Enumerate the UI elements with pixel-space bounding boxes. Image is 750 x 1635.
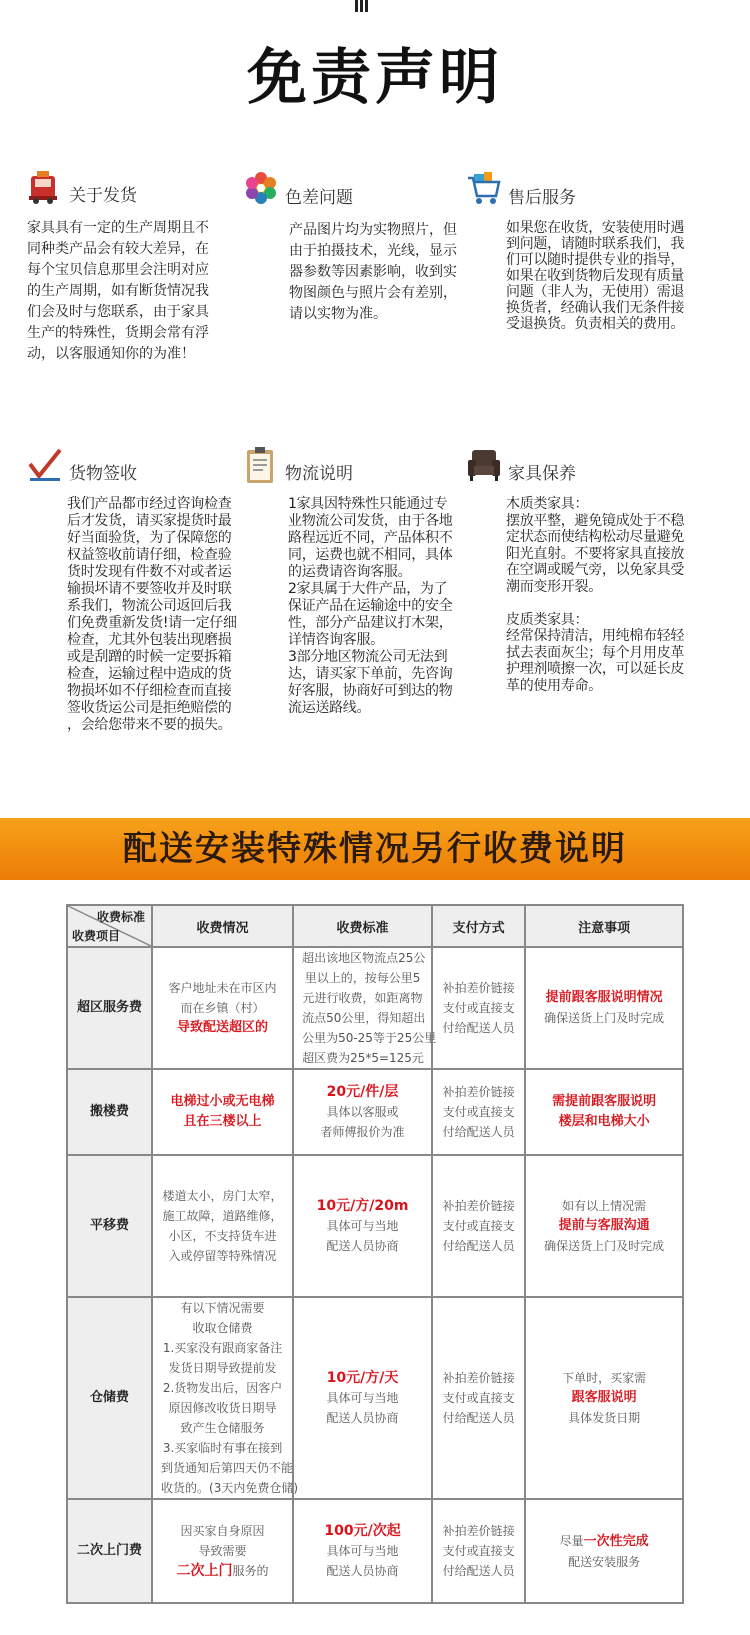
table-cell-payment xyxy=(432,1297,525,1499)
block-text: 产品图片均为实物照片，但 由于拍摄技术，光线，显示 器参数等因素影响，收到实 物图颜色与照片会有差别， 请以实物为准。 xyxy=(289,222,457,322)
block-title: 家具保养 xyxy=(508,464,576,484)
cell-line: 补拍差价链接 xyxy=(442,1199,515,1213)
cell-line: 发货日期导致提前发 xyxy=(168,1361,277,1375)
block-text: 我们产品都市经过咨询检查 后才发货，请买家提货时最 好当面验货，为了保障您的 权益签收前请仔细，检查验 货时发现有件数不对或者运 输损坏请不要签收并及时联 系我们，物流公司返回后我 们免费重新发货!请一定仔细 检查，尤其外包装出现磨损 或是刮蹭的时候一定要拆箱 检查，运输过程中造成的货 物损坏如不仔细检查而直接 签收货运公司是拒绝赔偿的 ，会给您带来不要的损失。 xyxy=(67,496,237,733)
cell-line: 确保送货上门及时完成 xyxy=(544,1011,665,1025)
block-title: 关于发货 xyxy=(69,186,137,206)
table-cell-standard xyxy=(293,947,437,1069)
block-text: 家具具有一定的生产周期且不 同种类产品会有较大差异，在 每个宝贝信息那里会注明对应 的生产周期，如有断货情况我 们会及时与您联系，由于家具 生产的特殊性，货期会常有浮 动，以客服通知你的为准！ xyxy=(27,220,209,362)
cell-line: 施工故障，道路维修， xyxy=(162,1209,283,1223)
table-cell-notes xyxy=(525,1155,683,1297)
cell-line: 20元/件/层 xyxy=(326,1084,399,1100)
table-cell-standard xyxy=(293,1297,432,1499)
cell-line: 付给配送人员 xyxy=(442,1564,515,1578)
block-title: 货物签收 xyxy=(69,464,137,484)
shopping-cart-icon xyxy=(466,170,502,210)
cell-line: 者师傅报价为准 xyxy=(320,1125,405,1139)
cell-line: 3.买家临时有事在接到 xyxy=(162,1441,283,1455)
cell-line: 致产生仓储服务 xyxy=(180,1421,265,1435)
table-cell-payment xyxy=(432,1499,525,1603)
top-decoration xyxy=(355,0,369,12)
table-cell-payment xyxy=(432,1069,525,1155)
block-receipt xyxy=(27,446,252,734)
cell-line: 支付或直接支 xyxy=(442,1544,515,1558)
table-cell-standard xyxy=(293,1499,432,1603)
cell-line: 收取仓储费 xyxy=(192,1321,253,1335)
cell-line: 补拍差价链接 xyxy=(442,1371,515,1385)
table-row xyxy=(67,1297,683,1499)
block-aftersale xyxy=(466,170,691,332)
cell-line: 且在三楼以上 xyxy=(183,1114,262,1129)
cell-line: 里以上的，按每公里5 xyxy=(304,971,421,985)
cell-line: 配送人员协商 xyxy=(326,1239,399,1253)
cell-line: 支付或直接支 xyxy=(442,1391,515,1405)
cell-line: 具体可与当地 xyxy=(326,1219,399,1233)
cell-line: 客户地址未在市区内 xyxy=(168,981,277,995)
page-title: 免责声明 xyxy=(247,43,503,113)
cell-line: 付给配送人员 xyxy=(442,1125,515,1139)
checkmark-sign-icon xyxy=(27,446,63,486)
cell-line: 支付或直接支 xyxy=(442,1001,515,1015)
cell-line: 尽量一次性完成 xyxy=(559,1533,649,1549)
row-label: 二次上门费 xyxy=(67,1499,152,1603)
cell-line: 而在乡镇（村） xyxy=(180,1001,265,1015)
cell-line: 配送安装服务 xyxy=(568,1554,641,1569)
table-cell-situation xyxy=(152,1155,293,1297)
cell-line: 1.买家没有跟商家备注 xyxy=(162,1341,283,1355)
cell-line: 原因修改收货日期导 xyxy=(168,1401,277,1415)
table-cell-standard xyxy=(293,1069,432,1155)
cell-line: 付给配送人员 xyxy=(442,1239,515,1253)
cell-line: 具体以客服或 xyxy=(326,1105,399,1119)
block-title: 售后服务 xyxy=(508,188,576,208)
block-title: 物流说明 xyxy=(285,464,353,484)
cell-line: 提前与客服沟通 xyxy=(558,1218,650,1233)
block-title: 色差问题 xyxy=(285,188,353,208)
cell-line: 确保送货上门及时完成 xyxy=(544,1239,665,1253)
cell-line: 配送人员协商 xyxy=(326,1564,399,1578)
table-cell-situation xyxy=(152,1069,293,1155)
armchair-icon xyxy=(466,446,502,486)
cell-line: 付给配送人员 xyxy=(442,1411,515,1425)
cell-line: 导致需要 xyxy=(198,1544,247,1558)
table-cell-situation xyxy=(152,947,293,1069)
cell-line: 提前跟客服说明情况 xyxy=(545,990,663,1005)
cell-line: 支付或直接支 xyxy=(442,1105,515,1119)
cell-line: 收货的。(3天内免费仓储) xyxy=(161,1481,299,1495)
cell-line: 10元/方/20m xyxy=(316,1198,409,1214)
table-row xyxy=(67,1069,683,1155)
cell-line: 超出该地区物流点25公 xyxy=(302,951,426,965)
cell-line: 支付或直接支 xyxy=(442,1219,515,1233)
cell-line: 10元/方/天 xyxy=(326,1370,399,1386)
clipboard-icon xyxy=(243,446,279,486)
table-cell-notes xyxy=(525,1069,683,1155)
cell-line: 电梯过小或无电梯 xyxy=(170,1094,275,1109)
cell-line: 元进行收费，如距离物 xyxy=(302,991,423,1005)
fee-banner: 配送安装特殊情况另行收费说明 xyxy=(0,818,750,880)
row-label: 仓储费 xyxy=(67,1297,152,1499)
table-cell-notes xyxy=(525,1297,683,1499)
table-cell-payment xyxy=(432,1155,525,1297)
column-header: 收费标准 xyxy=(293,905,432,947)
cell-line: 100元/次起 xyxy=(324,1523,401,1539)
row-label: 平移费 xyxy=(67,1155,152,1297)
cell-line: 到货通知后第四天仍不能 xyxy=(161,1461,294,1475)
table-cell-notes xyxy=(525,1499,683,1603)
cell-line: 有以下情况需要 xyxy=(180,1301,265,1315)
cell-line: 小区，不支持货车进 xyxy=(168,1229,277,1243)
cell-line: 因买家自身原因 xyxy=(180,1524,265,1538)
cell-line: 补拍差价链接 xyxy=(442,1085,515,1099)
cell-line: 补拍差价链接 xyxy=(442,1524,515,1538)
cell-line: 导致配送超区的 xyxy=(177,1020,269,1035)
cell-line: 如有以上情况需 xyxy=(562,1199,647,1213)
cell-line: 流点50公里，得知超出 xyxy=(302,1011,426,1025)
cell-line: 2.货物发出后，因客户 xyxy=(162,1381,283,1395)
cell-line: 超区费为25*5=125元 xyxy=(302,1051,424,1065)
fee-table xyxy=(66,904,684,1604)
cell-line: 具体可与当地 xyxy=(326,1544,399,1558)
cell-line: 配送人员协商 xyxy=(326,1411,399,1425)
cell-line: 二次上门服务的 xyxy=(176,1563,269,1579)
table-cell-notes xyxy=(525,947,683,1069)
row-label: 搬楼费 xyxy=(67,1069,152,1155)
column-header: 注意事项 xyxy=(525,905,683,947)
cell-line: 具体发货日期 xyxy=(568,1411,641,1425)
table-row xyxy=(67,1155,683,1297)
delivery-truck-icon xyxy=(27,168,63,208)
cell-line: 需提前跟客服说明 xyxy=(552,1094,657,1109)
cell-line: 楼层和电梯大小 xyxy=(558,1114,650,1129)
table-cell-standard xyxy=(293,1155,432,1297)
block-shipping xyxy=(27,168,252,365)
cell-line: 跟客服说明 xyxy=(571,1390,637,1405)
table-cell-situation xyxy=(152,1297,299,1499)
block-text: 1家具因特殊性只能通过专 业物流公司发货，由于各地 路程远近不同，产品体积不 同，运费也就不相同，具体 的运费请咨询客服。 2家具属于大件产品，为了 保证产品在运输途中的安全 性，部分产品建议打木架， 详情咨询客服。 3部分地区物流公司无法到 达，请买家下单前，先咨询 好客服，协商好可到达的物 流运送路线。 xyxy=(288,496,453,716)
cell-line: 补拍差价链接 xyxy=(442,981,515,995)
table-row xyxy=(67,947,683,1069)
column-header: 收费情况 xyxy=(152,905,293,947)
cell-line: 公里为50-25等于25公里 xyxy=(302,1031,437,1045)
cell-line: 入或停留等特殊情况 xyxy=(168,1249,277,1263)
table-cell-payment xyxy=(432,947,525,1069)
cell-line: 付给配送人员 xyxy=(442,1021,515,1035)
block-text: 如果您在收货，安装使用时遇 到问题，请随时联系我们，我 们可以随时提供专业的指导， 如果在收到货物后发现有质量 问题（非人为，无使用）需退 换货者，经确认我们无条件接 受退换货。负责相关的费用。 xyxy=(506,220,685,332)
block-logistics xyxy=(243,446,468,717)
cell-line: 楼道太小，房门太窄， xyxy=(162,1189,283,1203)
row-label: 超区服务费 xyxy=(67,947,152,1069)
table-row xyxy=(67,1499,683,1603)
table-corner: 收费标准 收费项目 xyxy=(67,905,152,947)
color-wheel-icon xyxy=(243,170,279,210)
cell-line: 具体可与当地 xyxy=(326,1391,399,1405)
column-header: 支付方式 xyxy=(432,905,525,947)
block-text: 木质类家具： 摆放平整，避免镜成处于不稳 定状态而使结构松动尽量避免 阳光直射。不要将家具直接放 在空调或暖气旁，以免家具受 潮而变形开裂。 皮质类家具： 经常保持清洁，用纯棉布轻轻 拭去表面灰尘；每个月用皮革 护理剂喷擦一次，可以延长皮 革的使用寿命。 xyxy=(506,496,685,694)
table-cell-situation xyxy=(152,1499,293,1603)
block-care xyxy=(466,446,691,694)
block-color xyxy=(243,170,468,325)
table-header-row xyxy=(67,905,683,947)
cell-line: 下单时，买家需 xyxy=(562,1371,647,1385)
